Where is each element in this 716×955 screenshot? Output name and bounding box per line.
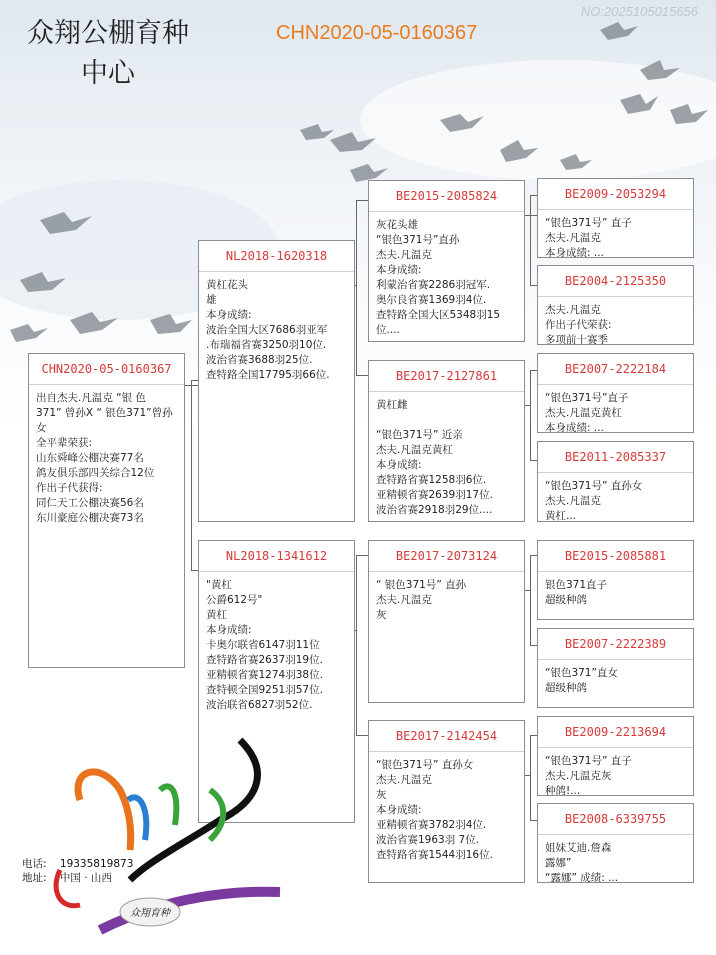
subject-details: 出自杰夫.凡温克 “银 色 371” 曾孙X “ 银色371”曾孙 女 全平辈荣获: 山东舜峰公棚决赛77名 鸽友俱乐部四关综合12位 作出子代获得: 同仁天工公棚决赛56名 东川豪庭公棚决赛73名 bbox=[36, 392, 173, 524]
address-value: 中国 · 山西 bbox=[59, 872, 112, 884]
phone-label: 电话: bbox=[22, 858, 47, 870]
ds-sire-ring: BE2015-2085881 bbox=[538, 541, 693, 572]
sd-dam-ring: BE2011-2085337 bbox=[538, 442, 693, 473]
sire-ring: NL2018-1620318 bbox=[199, 241, 354, 272]
dam-sire-details: “ 银色371号” 直孙 杰夫.凡温克 灰 bbox=[376, 579, 467, 621]
breeding-center-title bbox=[8, 14, 208, 94]
dam-dam-card bbox=[368, 720, 525, 883]
dd-dam-details: 姐妹艾迪.詹森 露娜” “露娜” 成绩: ... bbox=[545, 842, 619, 883]
ds-sire-card bbox=[537, 540, 694, 620]
ds-dam-ring: BE2007-2222389 bbox=[538, 629, 693, 660]
phone-number: 19335819873 bbox=[59, 858, 134, 870]
sd-dam-details: “银色371号” 直孙女 杰夫.凡温克 黄杠... bbox=[545, 480, 643, 522]
address-row bbox=[22, 871, 133, 885]
contact-info bbox=[22, 857, 133, 885]
dam-sire-card bbox=[368, 540, 525, 703]
sire-dam-details: 黄杠雌 “银色371号” 近亲 杰夫.凡温克黄杠 本身成绩: 查特路省赛1258羽6位. 亚精顿省赛2639羽17位. 波治省赛2918羽29位.... bbox=[376, 399, 493, 516]
dd-dam-card bbox=[537, 803, 694, 883]
dd-sire-details: “银色371号” 直子 杰夫.凡温克灰 种鸽!... bbox=[545, 755, 632, 796]
ds-dam-details: “银色371”直女 超级种鸽 bbox=[545, 667, 618, 694]
certificate-serial: NO:2025105015656 bbox=[580, 4, 698, 19]
sire-details: 黄杠花头 雄 本身成绩: 波治全国大区7686羽亚军 .布瑞福省赛3250羽10位. 波治省赛3688羽25位. 查特路全国17795羽66位. bbox=[206, 279, 330, 381]
phone-row bbox=[22, 857, 133, 871]
sd-sire-details: “银色371号”直子 杰夫.凡温克黄杠 本身成绩: ... bbox=[545, 392, 629, 433]
sd-sire-card bbox=[537, 353, 694, 433]
breeding-center-logo bbox=[40, 730, 300, 950]
dd-dam-ring: BE2008-6339755 bbox=[538, 804, 693, 835]
sire-card bbox=[198, 240, 355, 522]
sd-dam-card bbox=[537, 441, 694, 522]
subject-ring: CHN2020-05-0160367 bbox=[29, 354, 184, 385]
sd-sire-ring: BE2007-2222184 bbox=[538, 354, 693, 385]
sire-dam-ring: BE2017-2127861 bbox=[369, 361, 524, 392]
ss-sire-card bbox=[537, 178, 694, 258]
sire-sire-ring: BE2015-2085824 bbox=[369, 181, 524, 212]
title-line-2: 中心 bbox=[81, 58, 135, 89]
dd-sire-card bbox=[537, 716, 694, 796]
sire-dam-card bbox=[368, 360, 525, 522]
dam-ring: NL2018-1341612 bbox=[199, 541, 354, 572]
address-label: 地址: bbox=[22, 872, 47, 884]
dam-dam-details: “银色371号” 直孙女 杰夫.凡温克 灰 本身成绩: 亚精顿省赛3782羽4位. 波治省赛1963羽 7位. 查特路省赛1544羽16位. bbox=[376, 759, 493, 861]
sire-sire-details: 灰花头雄 “银色371号”直孙 杰夫.凡温克 本身成绩: 利蒙治省赛2286羽冠军. 奥尔良省赛1369羽4位. 查特路全国大区5348羽15 位.... bbox=[376, 219, 501, 336]
dd-sire-ring: BE2009-2213694 bbox=[538, 717, 693, 748]
dam-dam-ring: BE2017-2142454 bbox=[369, 721, 524, 752]
ds-sire-details: 银色371直子 超级种鸽 bbox=[545, 579, 608, 606]
ss-dam-card bbox=[537, 265, 694, 345]
title-line-1: 众翔公棚育种 bbox=[27, 18, 189, 49]
subject-ring-number: CHN2020-05-0160367 bbox=[276, 22, 478, 44]
ss-sire-details: “银色371号” 直子 杰夫.凡温克 本身成绩: ... bbox=[545, 217, 632, 258]
ds-dam-card bbox=[537, 628, 694, 708]
dam-sire-ring: BE2017-2073124 bbox=[369, 541, 524, 572]
ss-sire-ring: BE2009-2053294 bbox=[538, 179, 693, 210]
subject-card bbox=[28, 353, 185, 668]
logo-text: 众翔育种 bbox=[130, 908, 170, 919]
ss-dam-ring: BE2004-2125350 bbox=[538, 266, 693, 297]
sire-sire-card bbox=[368, 180, 525, 342]
ss-dam-details: 杰夫.凡温克 作出子代荣获: 多项前十赛季 bbox=[545, 304, 612, 345]
dam-details: "黄杠 公爵612号" 黄杠 本身成绩: 卡奥尔联省6147羽11位 查特路省赛2637羽19位. 亚精顿省赛1274羽38位. 查特顿全国9251羽57位. 波治联省6827羽52位. bbox=[206, 579, 323, 711]
